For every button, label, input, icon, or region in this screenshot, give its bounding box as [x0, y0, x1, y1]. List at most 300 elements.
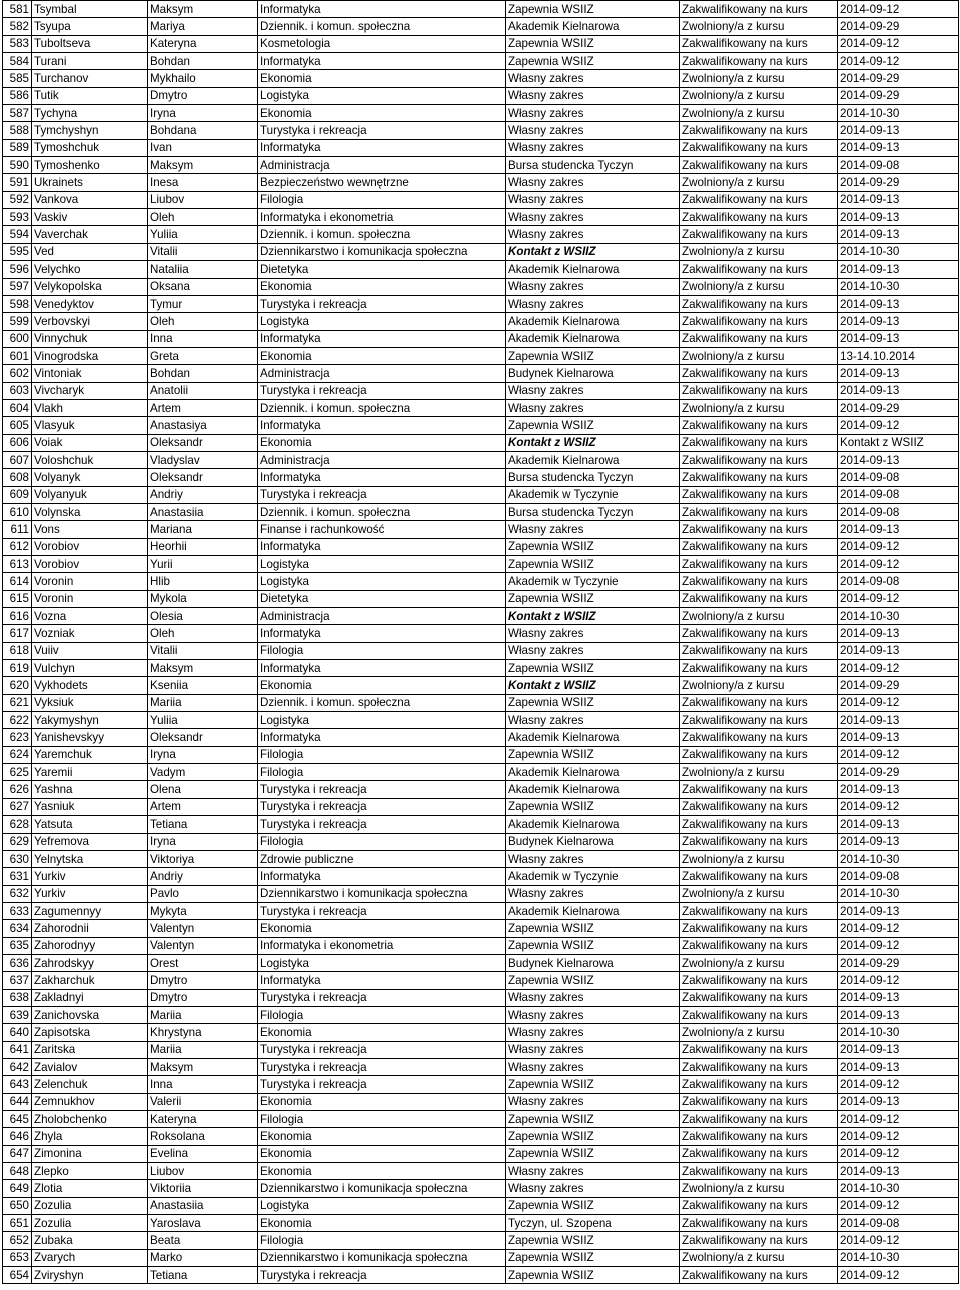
table-row [3, 989, 959, 1006]
field-of-study-cell: Turystyka i rekreacja [258, 989, 506, 1006]
table-row [3, 53, 959, 70]
accommodation-cell: Własny zakres [506, 278, 680, 295]
first-name-cell: Heorhii [148, 538, 258, 555]
date-cell: 2014-09-12 [838, 1145, 959, 1162]
course-status-cell: Zwolniony/a z kursu [680, 764, 838, 781]
table-row [3, 1215, 959, 1232]
first-name-cell: Yurii [148, 556, 258, 573]
table-row [3, 608, 959, 625]
table-row [3, 1163, 959, 1180]
field-of-study-cell: Informatyka [258, 1, 506, 18]
course-status-cell: Zakwalifikowany na kurs [680, 1111, 838, 1128]
accommodation-cell: Tyczyn, ul. Szopena [506, 1215, 680, 1232]
course-status-cell: Zakwalifikowany na kurs [680, 590, 838, 607]
field-of-study-cell: Turystyka i rekreacja [258, 1076, 506, 1093]
field-of-study-cell: Dziennikarstwo i komunikacja społeczna [258, 885, 506, 902]
first-name-cell: Maksym [148, 660, 258, 677]
date-cell: 2014-09-13 [838, 712, 959, 729]
date-cell: 2014-09-13 [838, 1006, 959, 1023]
last-name-cell: Zimonina [32, 1145, 148, 1162]
field-of-study-cell: Informatyka [258, 972, 506, 989]
date-cell: 2014-09-29 [838, 764, 959, 781]
first-name-cell: Vitalii [148, 243, 258, 260]
accommodation-cell: Zapewnia WSIIZ [506, 1, 680, 18]
course-status-cell: Zwolniony/a z kursu [680, 70, 838, 87]
first-name-cell: Dmytro [148, 87, 258, 104]
row-number-cell: 596 [3, 261, 32, 278]
accommodation-cell: Własny zakres [506, 122, 680, 139]
table-row [3, 538, 959, 555]
last-name-cell: Yanishevskyy [32, 729, 148, 746]
field-of-study-cell: Zdrowie publiczne [258, 850, 506, 867]
table-row [3, 972, 959, 989]
course-status-cell: Zakwalifikowany na kurs [680, 746, 838, 763]
table-row [3, 278, 959, 295]
accommodation-cell: Własny zakres [506, 1058, 680, 1075]
row-number-cell: 592 [3, 191, 32, 208]
first-name-cell: Nataliia [148, 261, 258, 278]
row-number-cell: 637 [3, 972, 32, 989]
accommodation-cell: Zapewnia WSIIZ [506, 1249, 680, 1266]
field-of-study-cell: Ekonomia [258, 1024, 506, 1041]
last-name-cell: Ved [32, 243, 148, 260]
field-of-study-cell: Dziennik. i komun. społeczna [258, 694, 506, 711]
date-cell: 2014-10-30 [838, 243, 959, 260]
last-name-cell: Zozulia [32, 1215, 148, 1232]
field-of-study-cell: Informatyka [258, 625, 506, 642]
first-name-cell: Olesia [148, 608, 258, 625]
accommodation-cell: Własny zakres [506, 105, 680, 122]
table-row [3, 1, 959, 18]
accommodation-cell: Bursa studencka Tyczyn [506, 157, 680, 174]
course-status-cell: Zakwalifikowany na kurs [680, 365, 838, 382]
last-name-cell: Vuiiv [32, 642, 148, 659]
date-cell: 2014-09-29 [838, 87, 959, 104]
row-number-cell: 622 [3, 712, 32, 729]
first-name-cell: Iryna [148, 833, 258, 850]
field-of-study-cell: Informatyka [258, 868, 506, 885]
accommodation-cell: Akademik Kielnarowa [506, 330, 680, 347]
table-row [3, 590, 959, 607]
table-row [3, 1197, 959, 1214]
last-name-cell: Vlakh [32, 399, 148, 416]
course-status-cell: Zakwalifikowany na kurs [680, 972, 838, 989]
first-name-cell: Oksana [148, 278, 258, 295]
first-name-cell: Kateryna [148, 1111, 258, 1128]
first-name-cell: Tymur [148, 295, 258, 312]
last-name-cell: Yurkiv [32, 885, 148, 902]
first-name-cell: Tetiana [148, 1267, 258, 1284]
course-status-cell: Zakwalifikowany na kurs [680, 1076, 838, 1093]
row-number-cell: 641 [3, 1041, 32, 1058]
date-cell: 2014-09-12 [838, 798, 959, 815]
field-of-study-cell: Turystyka i rekreacja [258, 295, 506, 312]
row-number-cell: 629 [3, 833, 32, 850]
field-of-study-cell: Filologia [258, 642, 506, 659]
table-row [3, 382, 959, 399]
first-name-cell: Maksym [148, 1058, 258, 1075]
last-name-cell: Yaremchuk [32, 746, 148, 763]
date-cell: 2014-09-13 [838, 1163, 959, 1180]
accommodation-cell: Akademik Kielnarowa [506, 816, 680, 833]
table-row [3, 347, 959, 364]
first-name-cell: Viktoriia [148, 1180, 258, 1197]
last-name-cell: Zlotia [32, 1180, 148, 1197]
date-cell: 2014-09-13 [838, 139, 959, 156]
first-name-cell: Yaroslava [148, 1215, 258, 1232]
date-cell: 2014-10-30 [838, 608, 959, 625]
last-name-cell: Vons [32, 521, 148, 538]
date-cell: 2014-09-13 [838, 1058, 959, 1075]
table-row [3, 556, 959, 573]
accommodation-cell: Własny zakres [506, 226, 680, 243]
accommodation-cell: Własny zakres [506, 1093, 680, 1110]
row-number-cell: 653 [3, 1249, 32, 1266]
course-status-cell: Zwolniony/a z kursu [680, 885, 838, 902]
last-name-cell: Vinogrodska [32, 347, 148, 364]
field-of-study-cell: Ekonomia [258, 105, 506, 122]
course-status-cell: Zakwalifikowany na kurs [680, 503, 838, 520]
accommodation-cell: Zapewnia WSIIZ [506, 538, 680, 555]
course-status-cell: Zakwalifikowany na kurs [680, 937, 838, 954]
first-name-cell: Mariya [148, 18, 258, 35]
accommodation-cell: Zapewnia WSIIZ [506, 972, 680, 989]
first-name-cell: Oleh [148, 625, 258, 642]
first-name-cell: Anastasiia [148, 503, 258, 520]
row-number-cell: 582 [3, 18, 32, 35]
course-status-cell: Zakwalifikowany na kurs [680, 902, 838, 919]
accommodation-cell: Bursa studencka Tyczyn [506, 469, 680, 486]
table-row [3, 1180, 959, 1197]
row-number-cell: 591 [3, 174, 32, 191]
course-status-cell: Zakwalifikowany na kurs [680, 556, 838, 573]
first-name-cell: Liubov [148, 1163, 258, 1180]
last-name-cell: Zviryshyn [32, 1267, 148, 1284]
accommodation-cell: Własny zakres [506, 625, 680, 642]
table-row [3, 18, 959, 35]
course-status-cell: Zakwalifikowany na kurs [680, 1197, 838, 1214]
accommodation-cell: Kontakt z WSIIZ [506, 677, 680, 694]
field-of-study-cell: Ekonomia [258, 1215, 506, 1232]
first-name-cell: Valentyn [148, 937, 258, 954]
row-number-cell: 640 [3, 1024, 32, 1041]
date-cell: 2014-09-08 [838, 469, 959, 486]
course-status-cell: Zwolniony/a z kursu [680, 243, 838, 260]
row-number-cell: 587 [3, 105, 32, 122]
field-of-study-cell: Ekonomia [258, 1128, 506, 1145]
last-name-cell: Vlasyuk [32, 417, 148, 434]
first-name-cell: Maksym [148, 1, 258, 18]
table-row [3, 781, 959, 798]
field-of-study-cell: Administracja [258, 451, 506, 468]
course-status-cell: Zakwalifikowany na kurs [680, 1093, 838, 1110]
field-of-study-cell: Logistyka [258, 712, 506, 729]
row-number-cell: 623 [3, 729, 32, 746]
last-name-cell: Zelenchuk [32, 1076, 148, 1093]
last-name-cell: Zemnukhov [32, 1093, 148, 1110]
row-number-cell: 606 [3, 434, 32, 451]
course-status-cell: Zakwalifikowany na kurs [680, 226, 838, 243]
table-row [3, 746, 959, 763]
row-number-cell: 639 [3, 1006, 32, 1023]
row-number-cell: 627 [3, 798, 32, 815]
date-cell: 2014-09-13 [838, 226, 959, 243]
course-status-cell: Zakwalifikowany na kurs [680, 729, 838, 746]
first-name-cell: Tetiana [148, 816, 258, 833]
field-of-study-cell: Informatyka [258, 538, 506, 555]
field-of-study-cell: Filologia [258, 746, 506, 763]
field-of-study-cell: Logistyka [258, 954, 506, 971]
course-status-cell: Zakwalifikowany na kurs [680, 157, 838, 174]
field-of-study-cell: Informatyka [258, 417, 506, 434]
course-status-cell: Zakwalifikowany na kurs [680, 920, 838, 937]
date-cell: 2014-09-13 [838, 989, 959, 1006]
course-status-cell: Zwolniony/a z kursu [680, 1249, 838, 1266]
row-number-cell: 638 [3, 989, 32, 1006]
table-row [3, 833, 959, 850]
accommodation-cell: Własny zakres [506, 1041, 680, 1058]
date-cell: 2014-10-30 [838, 1249, 959, 1266]
row-number-cell: 597 [3, 278, 32, 295]
row-number-cell: 611 [3, 521, 32, 538]
date-cell: 2014-09-12 [838, 538, 959, 555]
accommodation-cell: Zapewnia WSIIZ [506, 920, 680, 937]
date-cell: 2014-09-12 [838, 937, 959, 954]
date-cell: 2014-09-13 [838, 313, 959, 330]
accommodation-cell: Własny zakres [506, 850, 680, 867]
last-name-cell: Voronin [32, 590, 148, 607]
course-status-cell: Zakwalifikowany na kurs [680, 53, 838, 70]
first-name-cell: Oleh [148, 313, 258, 330]
last-name-cell: Zavialov [32, 1058, 148, 1075]
accommodation-cell: Zapewnia WSIIZ [506, 1111, 680, 1128]
last-name-cell: Vorobiov [32, 556, 148, 573]
table-row [3, 920, 959, 937]
row-number-cell: 630 [3, 850, 32, 867]
field-of-study-cell: Informatyka [258, 729, 506, 746]
first-name-cell: Beata [148, 1232, 258, 1249]
table-row [3, 191, 959, 208]
row-number-cell: 609 [3, 486, 32, 503]
last-name-cell: Zahorodnii [32, 920, 148, 937]
first-name-cell: Kateryna [148, 35, 258, 52]
accommodation-cell: Akademik Kielnarowa [506, 764, 680, 781]
first-name-cell: Bohdan [148, 365, 258, 382]
field-of-study-cell: Informatyka i ekonometria [258, 209, 506, 226]
field-of-study-cell: Turystyka i rekreacja [258, 1267, 506, 1284]
accommodation-cell: Kontakt z WSIIZ [506, 243, 680, 260]
table-row [3, 70, 959, 87]
row-number-cell: 643 [3, 1076, 32, 1093]
date-cell: 2014-09-12 [838, 556, 959, 573]
date-cell: 13-14.10.2014 [838, 347, 959, 364]
field-of-study-cell: Filologia [258, 1111, 506, 1128]
table-row [3, 451, 959, 468]
last-name-cell: Vaverchak [32, 226, 148, 243]
table-row [3, 1267, 959, 1284]
field-of-study-cell: Logistyka [258, 1197, 506, 1214]
accommodation-cell: Zapewnia WSIIZ [506, 556, 680, 573]
course-status-cell: Zwolniony/a z kursu [680, 278, 838, 295]
first-name-cell: Artem [148, 399, 258, 416]
date-cell: 2014-09-13 [838, 642, 959, 659]
accommodation-cell: Zapewnia WSIIZ [506, 417, 680, 434]
accommodation-cell: Własny zakres [506, 712, 680, 729]
field-of-study-cell: Logistyka [258, 573, 506, 590]
last-name-cell: Yurkiv [32, 868, 148, 885]
student-list-table [2, 0, 959, 1284]
course-status-cell: Zwolniony/a z kursu [680, 1180, 838, 1197]
first-name-cell: Oleh [148, 209, 258, 226]
field-of-study-cell: Turystyka i rekreacja [258, 798, 506, 815]
row-number-cell: 610 [3, 503, 32, 520]
last-name-cell: Tymchyshyn [32, 122, 148, 139]
table-row [3, 816, 959, 833]
table-row [3, 729, 959, 746]
table-row [3, 434, 959, 451]
last-name-cell: Vozniak [32, 625, 148, 642]
date-cell: 2014-09-13 [838, 729, 959, 746]
table-row [3, 642, 959, 659]
date-cell: 2014-10-30 [838, 105, 959, 122]
date-cell: 2014-09-12 [838, 972, 959, 989]
field-of-study-cell: Informatyka [258, 330, 506, 347]
accommodation-cell: Kontakt z WSIIZ [506, 608, 680, 625]
course-status-cell: Zakwalifikowany na kurs [680, 833, 838, 850]
course-status-cell: Zwolniony/a z kursu [680, 608, 838, 625]
first-name-cell: Hlib [148, 573, 258, 590]
date-cell: 2014-09-12 [838, 1232, 959, 1249]
date-cell: 2014-09-13 [838, 781, 959, 798]
first-name-cell: Dmytro [148, 972, 258, 989]
accommodation-cell: Akademik w Tyczynie [506, 573, 680, 590]
row-number-cell: 585 [3, 70, 32, 87]
row-number-cell: 624 [3, 746, 32, 763]
field-of-study-cell: Ekonomia [258, 1163, 506, 1180]
accommodation-cell: Własny zakres [506, 191, 680, 208]
date-cell: 2014-09-12 [838, 417, 959, 434]
accommodation-cell: Własny zakres [506, 521, 680, 538]
field-of-study-cell: Ekonomia [258, 278, 506, 295]
first-name-cell: Evelina [148, 1145, 258, 1162]
table-row [3, 954, 959, 971]
last-name-cell: Zubaka [32, 1232, 148, 1249]
course-status-cell: Zakwalifikowany na kurs [680, 625, 838, 642]
row-number-cell: 588 [3, 122, 32, 139]
table-row [3, 313, 959, 330]
row-number-cell: 633 [3, 902, 32, 919]
table-row [3, 1006, 959, 1023]
accommodation-cell: Akademik Kielnarowa [506, 451, 680, 468]
table-row [3, 868, 959, 885]
accommodation-cell: Zapewnia WSIIZ [506, 798, 680, 815]
course-status-cell: Zakwalifikowany na kurs [680, 209, 838, 226]
row-number-cell: 628 [3, 816, 32, 833]
date-cell: 2014-09-29 [838, 70, 959, 87]
last-name-cell: Vulchyn [32, 660, 148, 677]
first-name-cell: Roksolana [148, 1128, 258, 1145]
last-name-cell: Vozna [32, 608, 148, 625]
last-name-cell: Zahrodskyy [32, 954, 148, 971]
accommodation-cell: Zapewnia WSIIZ [506, 1128, 680, 1145]
accommodation-cell: Własny zakres [506, 885, 680, 902]
course-status-cell: Zakwalifikowany na kurs [680, 469, 838, 486]
last-name-cell: Vintoniak [32, 365, 148, 382]
table-row [3, 139, 959, 156]
last-name-cell: Voiak [32, 434, 148, 451]
course-status-cell: Zwolniony/a z kursu [680, 677, 838, 694]
course-status-cell: Zakwalifikowany na kurs [680, 1163, 838, 1180]
date-cell: Kontakt z WSIIZ [838, 434, 959, 451]
table-row [3, 105, 959, 122]
date-cell: 2014-09-13 [838, 816, 959, 833]
row-number-cell: 589 [3, 139, 32, 156]
last-name-cell: Tymoshenko [32, 157, 148, 174]
accommodation-cell: Zapewnia WSIIZ [506, 1076, 680, 1093]
date-cell: 2014-09-13 [838, 902, 959, 919]
field-of-study-cell: Ekonomia [258, 920, 506, 937]
date-cell: 2014-09-12 [838, 53, 959, 70]
row-number-cell: 605 [3, 417, 32, 434]
field-of-study-cell: Turystyka i rekreacja [258, 1041, 506, 1058]
first-name-cell: Bohdana [148, 122, 258, 139]
field-of-study-cell: Logistyka [258, 313, 506, 330]
last-name-cell: Tsyupa [32, 18, 148, 35]
first-name-cell: Mykhailo [148, 70, 258, 87]
course-status-cell: Zwolniony/a z kursu [680, 954, 838, 971]
accommodation-cell: Własny zakres [506, 139, 680, 156]
accommodation-cell: Własny zakres [506, 70, 680, 87]
last-name-cell: Zozulia [32, 1197, 148, 1214]
row-number-cell: 595 [3, 243, 32, 260]
field-of-study-cell: Finanse i rachunkowość [258, 521, 506, 538]
course-status-cell: Zakwalifikowany na kurs [680, 382, 838, 399]
accommodation-cell: Zapewnia WSIIZ [506, 1267, 680, 1284]
first-name-cell: Vitalii [148, 642, 258, 659]
last-name-cell: Tutik [32, 87, 148, 104]
last-name-cell: Yefremova [32, 833, 148, 850]
last-name-cell: Volyanyuk [32, 486, 148, 503]
date-cell: 2014-09-13 [838, 625, 959, 642]
date-cell: 2014-09-13 [838, 1041, 959, 1058]
row-number-cell: 615 [3, 590, 32, 607]
field-of-study-cell: Logistyka [258, 87, 506, 104]
field-of-study-cell: Kosmetologia [258, 35, 506, 52]
course-status-cell: Zakwalifikowany na kurs [680, 538, 838, 555]
table-row [3, 885, 959, 902]
accommodation-cell: Budynek Kielnarowa [506, 365, 680, 382]
last-name-cell: Zanichovska [32, 1006, 148, 1023]
row-number-cell: 654 [3, 1267, 32, 1284]
first-name-cell: Valentyn [148, 920, 258, 937]
first-name-cell: Inna [148, 1076, 258, 1093]
field-of-study-cell: Administracja [258, 157, 506, 174]
course-status-cell: Zakwalifikowany na kurs [680, 1232, 838, 1249]
last-name-cell: Zhyla [32, 1128, 148, 1145]
course-status-cell: Zakwalifikowany na kurs [680, 191, 838, 208]
table-row [3, 503, 959, 520]
course-status-cell: Zakwalifikowany na kurs [680, 1041, 838, 1058]
table-row [3, 122, 959, 139]
course-status-cell: Zwolniony/a z kursu [680, 347, 838, 364]
first-name-cell: Artem [148, 798, 258, 815]
accommodation-cell: Akademik Kielnarowa [506, 902, 680, 919]
course-status-cell: Zakwalifikowany na kurs [680, 1145, 838, 1162]
accommodation-cell: Zapewnia WSIIZ [506, 590, 680, 607]
first-name-cell: Yuliia [148, 226, 258, 243]
row-number-cell: 646 [3, 1128, 32, 1145]
table-row [3, 850, 959, 867]
